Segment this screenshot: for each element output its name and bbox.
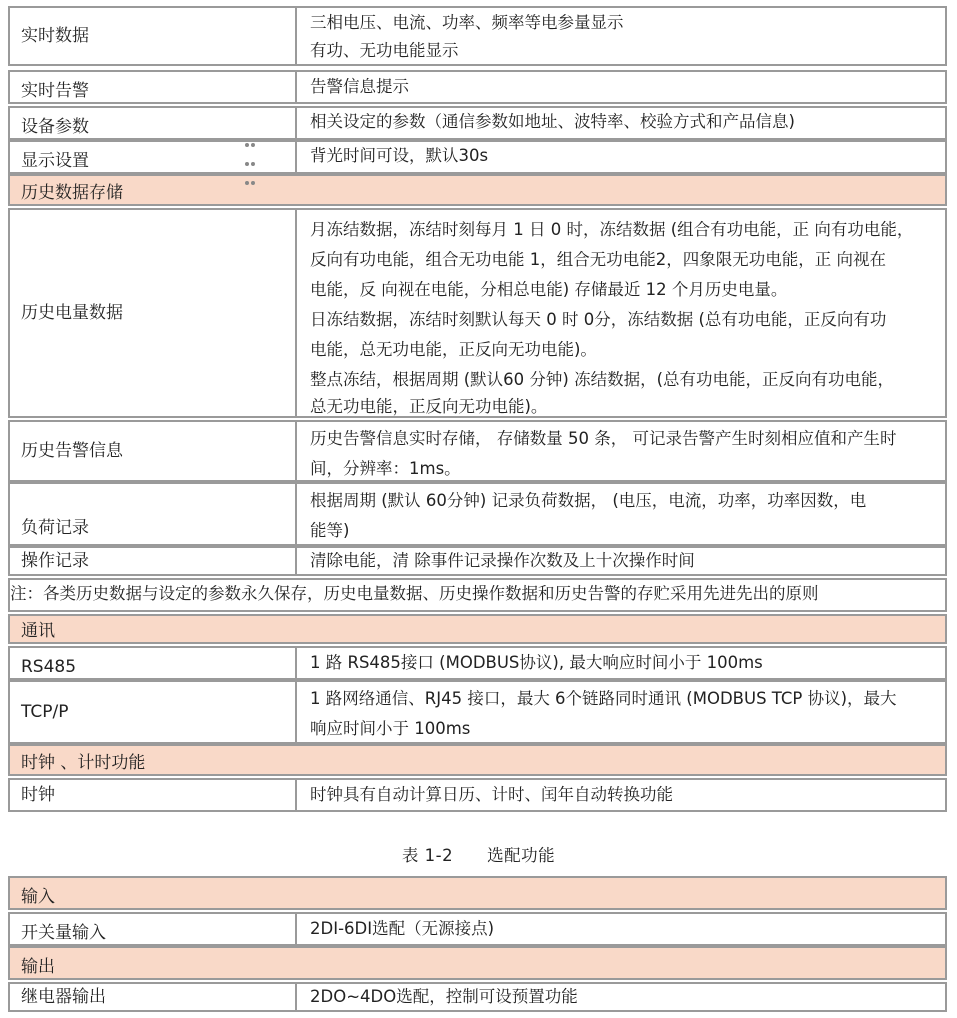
note-text: 注：各类历史数据与设定的参数永久保存，历史电量数据、历史操作数据和历史告警的存贮采用先进先出的原则: [10, 580, 945, 604]
row-value: 1 路 RS485接口 (MODBUS协议), 最大响应时间小于 100ms: [310, 653, 763, 672]
table-row: [8, 208, 947, 418]
row-value: 2DO~4DO选配，控制可设预置功能: [310, 987, 578, 1006]
table-row: [8, 420, 947, 482]
section-header: [8, 744, 947, 776]
row-value: 三相电压、电流、功率、频率等电参量显示 有功、无功电能显示: [310, 13, 624, 60]
row-label: 实时告警: [10, 72, 297, 102]
row-label: 设备参数: [10, 108, 297, 138]
row-label: 实时数据: [10, 8, 297, 64]
section-title: 输出: [21, 957, 55, 977]
section-title: 输入: [21, 887, 55, 907]
table-row: [8, 546, 947, 576]
drag-handle-icon[interactable]: [244, 133, 258, 190]
table-row: [8, 646, 947, 680]
table-caption: 表 1-2 选配功能: [401, 846, 556, 865]
row-label: 时钟: [10, 780, 297, 810]
section-title: 通讯: [21, 621, 55, 641]
section-header: [8, 946, 947, 980]
table-row: [8, 140, 947, 174]
row-value: 背光时间可设，默认30s: [310, 146, 489, 165]
row-label: TCP/P: [10, 682, 297, 742]
table-row: [8, 482, 947, 546]
row-value: 根据周期 (默认 60分钟) 记录负荷数据， (电压，电流，功率，功率因数，电 能等): [310, 491, 867, 540]
table-row: [8, 680, 947, 744]
row-value: 清除电能，清 除事件记录操作次数及上十次操作时间: [310, 551, 695, 570]
row-label: 显示设置: [10, 142, 297, 172]
row-value: 告警信息提示: [310, 77, 409, 96]
note-row: [8, 578, 947, 612]
section-header: [8, 174, 947, 206]
row-label: 操作记录: [10, 548, 297, 574]
section-title: 历史数据存储: [21, 183, 123, 203]
row-value: 2DI-6DI选配（无源接点): [310, 919, 495, 938]
row-value: 时钟具有自动计算日历、计时、闰年自动转换功能: [310, 785, 673, 804]
row-label: RS485: [10, 648, 297, 678]
row-label: 继电器输出: [10, 984, 297, 1010]
table-row: [8, 70, 947, 104]
table-row: [8, 778, 947, 812]
table-row: [8, 912, 947, 946]
row-value: 月冻结数据，冻结时刻每月 1 日 0 时，冻结数据 (组合有功电能，正 向有功电能， 反向有功电能，组合无功电能 1，组合无功电能2，四象限无功电能，正 向视在 电能，反 向视在电能，分相总电能) 存储最近 12 个月历史电量。 日冻结数据，冻结时刻默认每天 0 时 0分，冻结数据 (总有功电能，正反向有功 电能，总无功电能，正反向无功电能)。 整点冻结，根据周期 (默认60 分钟) 冻结数据，(总有功电能，正反向有功电能， 总无功电能，正反向无功电能)。: [310, 220, 914, 416]
row-value: 历史告警信息实时存储， 存储数量 50 条， 可记录告警产生时刻相应值和产生时 间，分辨率：1ms。: [310, 429, 897, 478]
row-value: 相关设定的参数（通信参数如地址、波特率、校验方式和产品信息): [310, 112, 795, 131]
row-label: 历史电量数据: [10, 210, 297, 416]
row-label: 负荷记录: [10, 484, 297, 544]
section-header: [8, 876, 947, 910]
table-row: [8, 6, 947, 66]
table-row: [8, 106, 947, 140]
row-label: 历史告警信息: [10, 422, 297, 480]
section-title: 时钟 、计时功能: [21, 752, 146, 773]
table-row: [8, 982, 947, 1012]
row-label: 开关量输入: [10, 914, 297, 944]
row-value: 1 路网络通信、RJ45 接口，最大 6个链路同时通讯 (MODBUS TCP 协议)，最大 响应时间小于 100ms: [310, 689, 897, 738]
section-header: [8, 614, 947, 644]
